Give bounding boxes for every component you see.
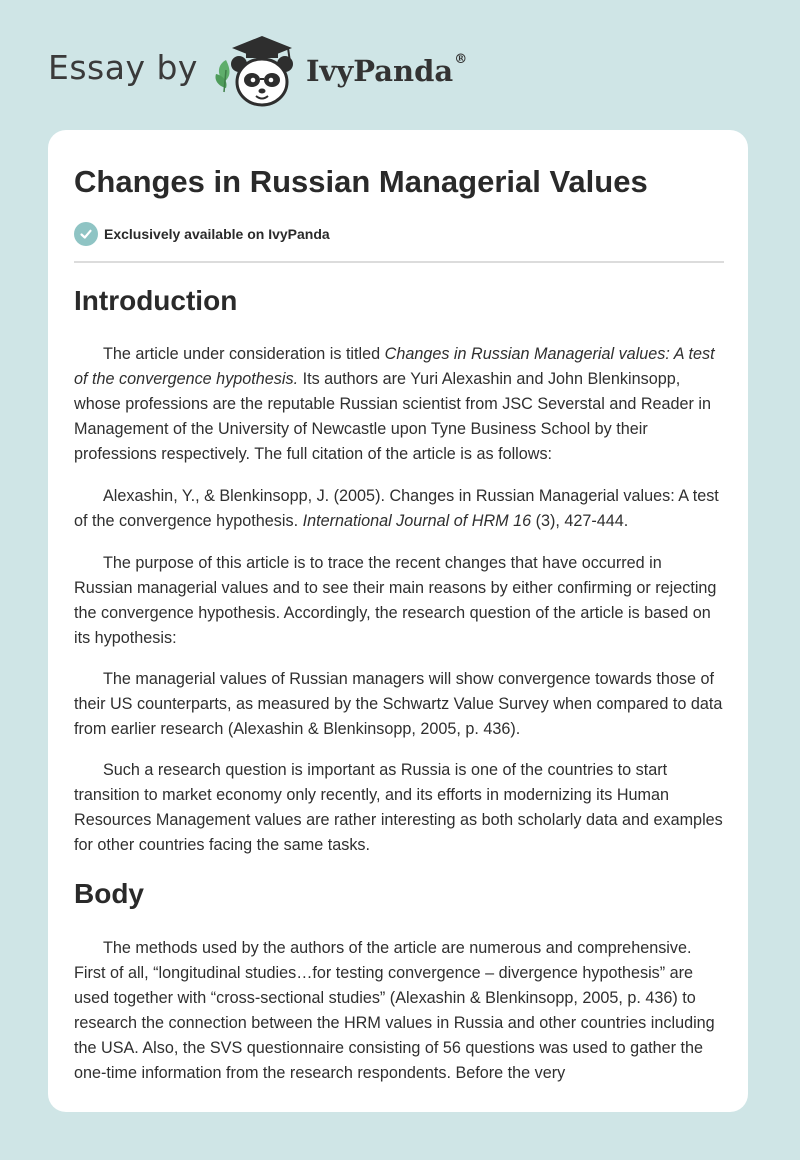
paragraph: The article under consideration is titled Changes in Russian Managerial values: A test of the convergence hypothesis. Its authors are Yuri Alexashin and John Blenkinsopp, whose professions are the reputable Russian scientist from JSC Severstal and Reader in Management of the University of Newcastle upon Tyne Business School by their professions respectively. The full citation of the article is as follows: bbox=[74, 345, 715, 463]
paragraph: Such a research question is important as Russia is one of the countries to start transition to market economy only recently, and its efforts in modernizing its Human Resources Management values are rather interesting as both scholarly data and examples for other countries facing the same tasks. bbox=[74, 761, 723, 854]
paragraph: The purpose of this article is to trace the recent changes that have occurred in Russian managerial values and to see their main reasons by either confirming or rejecting the convergence hypothesis. Accordingly, the research question of the article is based on its hypothesis: bbox=[74, 554, 717, 647]
page-title: Changes in Russian Managerial Values bbox=[74, 164, 648, 199]
divider bbox=[74, 261, 724, 263]
brand-header[interactable] bbox=[48, 30, 467, 110]
brand-name: IvyPanda® bbox=[305, 52, 468, 88]
section-heading-introduction: Introduction bbox=[74, 285, 238, 316]
panda-logo-icon bbox=[212, 30, 302, 110]
exclusive-label: Exclusively available on IvyPanda bbox=[104, 226, 330, 242]
exclusive-badge bbox=[74, 222, 330, 246]
brand-prefix: Essay by bbox=[48, 47, 198, 87]
paragraph-citation: Alexashin, Y., & Blenkinsopp, J. (2005). Changes in Russian Managerial values: A test of the convergence hypothesis. International Journal of HRM 16 (3), 427-444. bbox=[74, 487, 719, 530]
section-heading-body: Body bbox=[74, 878, 144, 909]
check-icon bbox=[74, 222, 98, 246]
article-card bbox=[48, 130, 748, 1112]
paragraph: The methods used by the authors of the article are numerous and comprehensive. First of all, “longitudinal studies…for testing convergence – divergence hypothesis” are used together with “cross-sectional studies” (Alexashin & Blenkinsopp, 2005, p. 436) to research the connection between the HRM values in Russia and other countries including the USA. Also, the SVS questionnaire consisting of 56 questions was used to gather the one-time information from the research respondents. Before the very bbox=[74, 939, 715, 1082]
paragraph-hypothesis: The managerial values of Russian managers will show convergence towards those of their US counterparts, as measured by the Schwartz Value Survey when compared to data from earlier research (Alexashin & Blenkinsopp, 2005, p. 436). bbox=[74, 670, 723, 738]
